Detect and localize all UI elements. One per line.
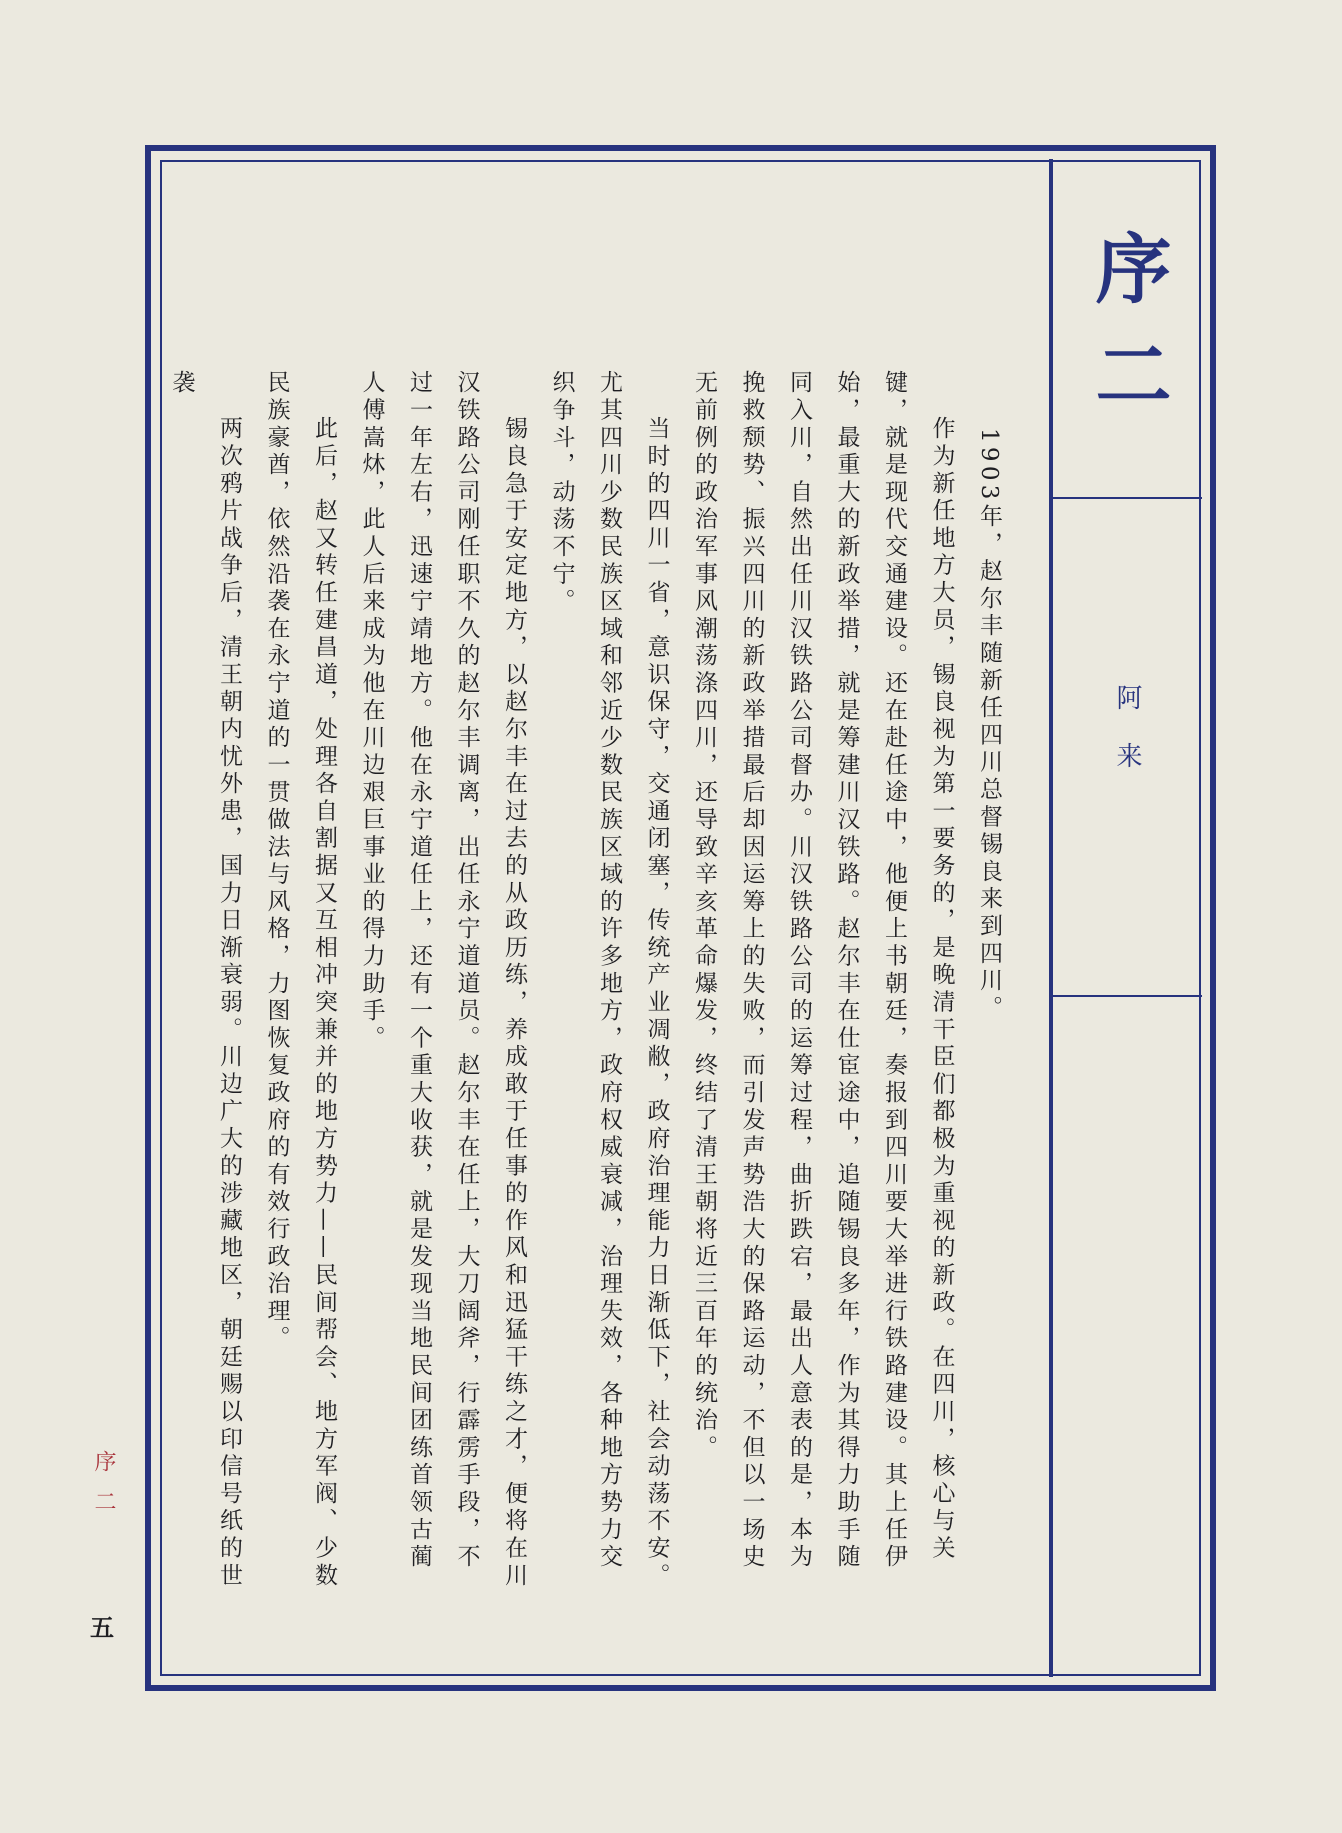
title-panel bbox=[1049, 159, 1202, 1677]
paragraph: 当时的四川一省，意识保守，交通闭塞，传统产业凋敝，政府治理能力日渐低下，社会动荡不安。尤其四川少数民族区域和邻近少数民族区域的许多地方，政府权威衰减，治理失效，各种地方势力交织争斗，动荡不宁。 bbox=[548, 370, 670, 1590]
paragraph: 此后，赵又转任建昌道，处理各自割据又互相冲突兼并的地方势力——民间帮会、地方军阀、少数民族豪酋，依然沿袭在永宁道的一贯做法与风格，力图恢复政府的有效行政治理。 bbox=[263, 370, 337, 1590]
paragraph: 两次鸦片战争后，清王朝内忧外患，国力日渐衰弱。川边广大的涉藏地区，朝廷赐以印信号纸的世袭 bbox=[168, 370, 242, 1590]
title-divider-top bbox=[1053, 497, 1202, 499]
paragraph: 锡良急于安定地方，以赵尔丰在过去的从政历练，养成敢于任事的作风和迅猛干练之才，便将在川汉铁路公司刚任职不久的赵尔丰调离，出任永宁道道员。赵尔丰在任上，大刀阔斧，行霹雳手段，不过一年左右，迅速宁靖地方。他在永宁道任上，还有一个重大收获，就是发现当地民间团练首领古蔺人傅嵩炑，此人后来成为他在川边艰巨事业的得力助手。 bbox=[358, 370, 527, 1590]
title-divider-bottom bbox=[1053, 995, 1202, 997]
chapter-title: 序二 bbox=[1083, 229, 1172, 441]
running-section-label: 序二 bbox=[91, 1450, 116, 1530]
paragraph: 1903年，赵尔丰随新任四川总督锡良来到四川。 bbox=[976, 428, 1002, 1023]
author-name: 阿来 bbox=[1112, 684, 1142, 800]
paragraph: 作为新任地方大员，锡良视为第一要务的，是晚清干臣们都极为重视的新政。在四川，核心与关键，就是现代交通建设。还在赴任途中，他便上书朝廷，奏报到四川要大举进行铁路建设。其上任伊始，最重大的新政举措，就是筹建川汉铁路。赵尔丰在仕宦途中，追随锡良多年，作为其得力助手随同入川，自然出任川汉铁路公司督办。川汉铁路公司的运筹过程，曲折跌宕，最出人意表的是，本为挽救颓势、振兴四川的新政举措最后却因运筹上的失败，而引发声势浩大的保路运动，不但以一场史无前例的政治军事风潮荡涤四川，还导致辛亥革命爆发，终结了清王朝将近三百年的统治。 bbox=[691, 370, 955, 1572]
body-text bbox=[157, 370, 1012, 1590]
page-number: 五 bbox=[90, 1613, 114, 1642]
